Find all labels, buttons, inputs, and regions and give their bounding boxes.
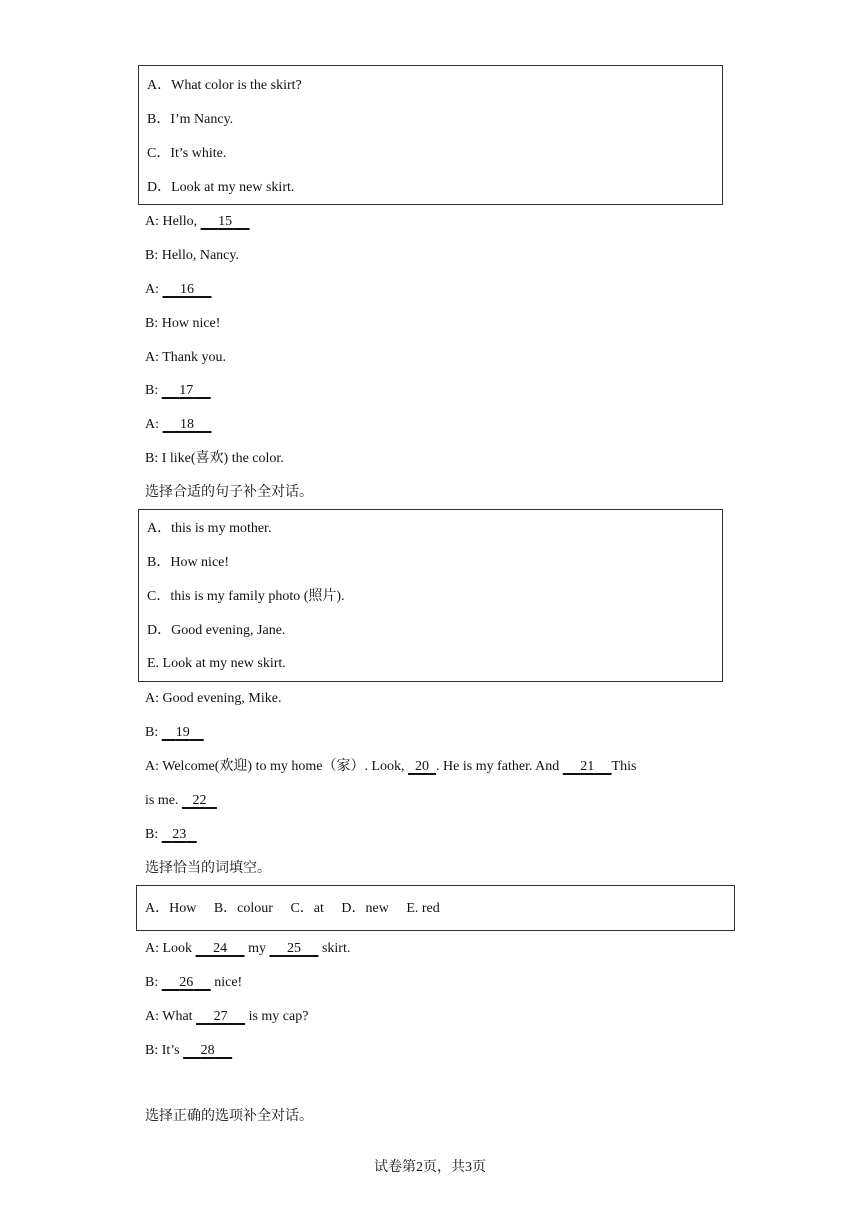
option-a: A．this is my mother. xyxy=(147,521,272,536)
dialog-line: A: 18 xyxy=(145,415,212,435)
dialog-line: is me. 22 xyxy=(145,791,217,811)
dialog-line: B: 19 xyxy=(145,723,204,743)
page-footer: 试卷第2页，共3页 xyxy=(374,1160,486,1175)
blank-22: 22 xyxy=(192,793,207,808)
option-c: C．this is my family photo (照片). xyxy=(147,589,345,604)
word-c: C．at xyxy=(290,901,324,916)
word-bank-box xyxy=(136,885,735,931)
blank-19: 19 xyxy=(175,725,190,740)
blank-16: 16 xyxy=(180,282,194,297)
option-c: C．It’s white. xyxy=(147,146,227,161)
section-instruction: 选择正确的选项补全对话。 xyxy=(145,1109,313,1124)
dialog-line: B: 26 nice! xyxy=(145,975,243,990)
blank-28: 28 xyxy=(200,1043,215,1058)
option-e: E. Look at my new skirt. xyxy=(147,656,286,671)
dialog-line: A: Thank you. xyxy=(145,350,227,365)
word-e: E. red xyxy=(406,901,440,916)
options-box-1 xyxy=(138,65,723,205)
option-b: B．How nice! xyxy=(147,555,230,570)
dialog-line: B: 23 xyxy=(145,825,197,845)
blank-18: 18 xyxy=(180,417,194,432)
dialog-line: A: What 27 is my cap? xyxy=(145,1009,309,1024)
option-d: D．Look at my new skirt. xyxy=(147,180,295,195)
dialog-line: B: I like(喜欢) the color. xyxy=(145,451,284,466)
dialog-line: B: It’s 28 xyxy=(145,1041,232,1061)
dialog-line: A: Good evening, Mike. xyxy=(145,691,282,706)
blank-26: 26 xyxy=(179,975,194,990)
option-b: B．I’m Nancy. xyxy=(147,112,234,127)
dialog-line: A: Hello, 15 xyxy=(145,212,250,232)
dialog-line: B: Hello, Nancy. xyxy=(145,248,239,263)
dialog-line: B: 17 xyxy=(145,381,211,401)
word-a: A．How xyxy=(145,901,197,916)
blank-15: 15 xyxy=(218,214,233,229)
word-d: D．new xyxy=(341,901,389,916)
dialog-line: A: Welcome(欢迎) to my home（家）. Look, 20 . He is my father. And 21 This xyxy=(145,759,637,774)
dialog-line: B: How nice! xyxy=(145,316,221,331)
section-instruction: 选择合适的句子补全对话。 xyxy=(145,485,313,500)
blank-27: 27 xyxy=(213,1009,228,1024)
word-b: B．colour xyxy=(213,901,273,916)
section-instruction: 选择恰当的词填空。 xyxy=(145,861,271,876)
blank-21: 21 xyxy=(580,759,595,774)
blank-24: 24 xyxy=(213,941,228,956)
options-box-2 xyxy=(138,509,723,682)
dialog-line: A: 16 xyxy=(145,280,212,300)
option-d: D．Good evening, Jane. xyxy=(147,623,286,638)
word-bank xyxy=(145,899,440,919)
blank-20: 20 xyxy=(415,759,430,774)
blank-25: 25 xyxy=(286,941,301,956)
option-a: A．What color is the skirt? xyxy=(147,78,302,93)
blank-17: 17 xyxy=(179,383,194,398)
blank-23: 23 xyxy=(172,827,187,842)
dialog-line: A: Look 24 my 25 skirt. xyxy=(145,941,351,956)
